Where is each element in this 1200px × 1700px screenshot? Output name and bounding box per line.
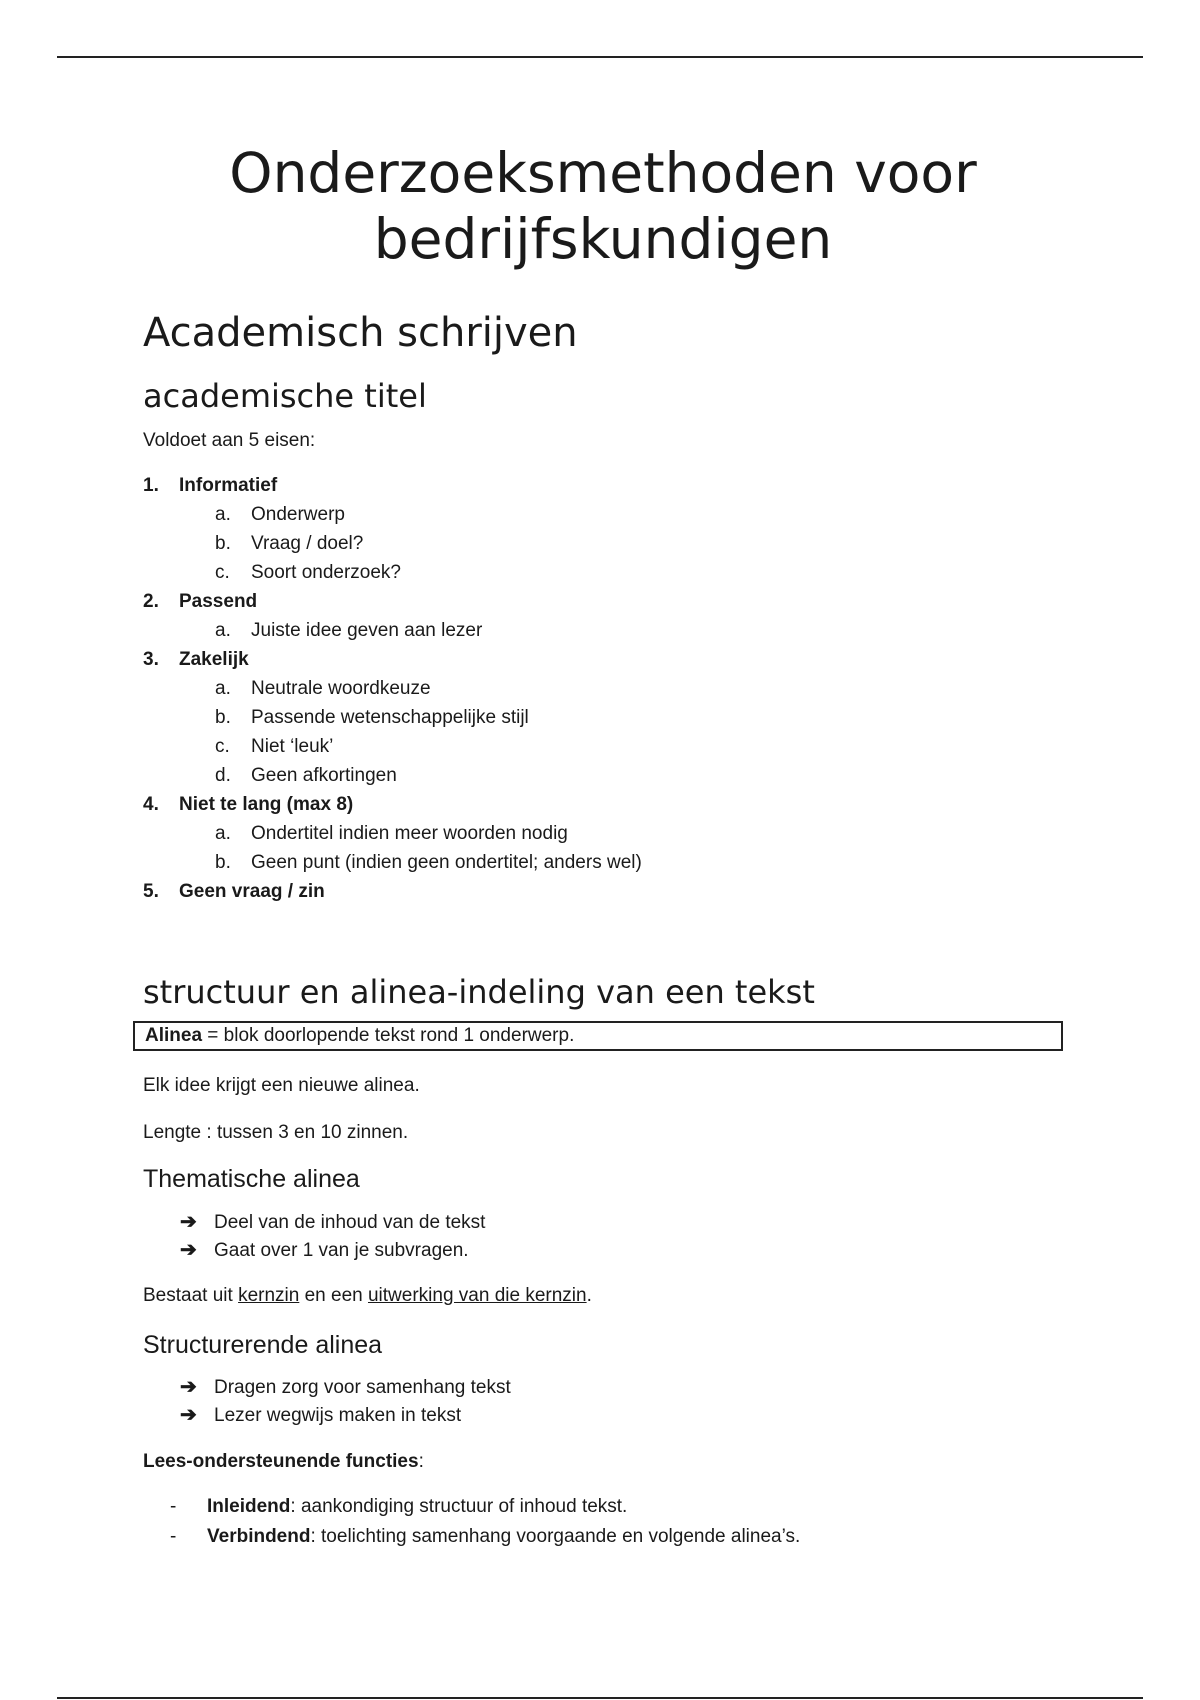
document-title <box>143 140 1063 272</box>
arrow-right-icon: ➔ <box>180 1239 197 1261</box>
paragraph-kernzin: Bestaat uit kernzin en een uitwerking van die kernzin. <box>143 1285 592 1306</box>
arrow-right-icon: ➔ <box>180 1404 197 1426</box>
heading-structurerende-alinea: Structurerende alinea <box>143 1331 383 1359</box>
title-line-2: bedrijfskundigen <box>373 207 833 271</box>
dash-icon: - <box>170 1526 177 1547</box>
list-item: ➔ Deel van de inhoud van de tekst <box>180 1208 485 1236</box>
paragraph-lengte: Lengte : tussen 3 en 10 zinnen. <box>143 1122 409 1143</box>
list-subitem: d. Geen afkortingen <box>215 765 397 786</box>
list-subitem: a. Juiste idee geven aan lezer <box>215 620 483 641</box>
list-subitem: b. Passende wetenschappelijke stijl <box>215 707 529 728</box>
definition-term: Alinea <box>145 1025 203 1046</box>
definition-box <box>133 1021 1063 1051</box>
list-subitem: c. Niet ‘leuk’ <box>215 736 334 757</box>
paragraph-idee: Elk idee krijgt een nieuwe alinea. <box>143 1075 420 1096</box>
functions-label: Lees-ondersteunende functies: <box>143 1451 424 1472</box>
list-subitem: a. Onderwerp <box>215 504 345 525</box>
list-item: 4. Niet te lang (max 8) <box>143 794 354 815</box>
heading-thematische-alinea: Thematische alinea <box>143 1165 360 1193</box>
list-item: - Verbindend: toelichting samenhang voorgaande en volgende alinea’s. <box>170 1522 800 1552</box>
thematic-bullets <box>180 1208 485 1264</box>
intro-text: Voldoet aan 5 eisen: <box>143 430 316 451</box>
list-item: ➔ Lezer wegwijs maken in tekst <box>180 1401 511 1429</box>
list-item: ➔ Dragen zorg voor samenhang tekst <box>180 1373 511 1401</box>
requirements-list <box>143 471 1063 906</box>
definition-text: = blok doorlopende tekst rond 1 onderwerp. <box>202 1025 575 1046</box>
section-heading-structuur: structuur en alinea-indeling van een tekst <box>143 973 815 1011</box>
dash-icon: - <box>170 1496 177 1517</box>
section-heading-academisch: Academisch schrijven <box>143 310 578 356</box>
list-subitem: b. Vraag / doel? <box>215 533 364 554</box>
list-item: 3. Zakelijk <box>143 649 249 670</box>
structuring-bullets <box>180 1373 511 1429</box>
list-subitem: b. Geen punt (indien geen ondertitel; anders wel) <box>215 852 642 873</box>
list-item: 5. Geen vraag / zin <box>143 881 325 902</box>
arrow-right-icon: ➔ <box>180 1376 197 1398</box>
list-subitem: c. Soort onderzoek? <box>215 562 401 583</box>
list-item: 1. Informatief <box>143 475 278 496</box>
title-line-1: Onderzoeksmethoden voor <box>229 141 977 205</box>
list-item: 2. Passend <box>143 591 258 612</box>
top-rule <box>57 56 1143 58</box>
functions-list <box>170 1492 800 1552</box>
subheading-academische-titel: academische titel <box>143 377 427 415</box>
list-item: - Inleidend: aankondiging structuur of inhoud tekst. <box>170 1492 800 1522</box>
bottom-rule <box>57 1697 1143 1699</box>
list-item: ➔ Gaat over 1 van je subvragen. <box>180 1236 485 1264</box>
list-subitem: a. Neutrale woordkeuze <box>215 678 431 699</box>
list-subitem: a. Ondertitel indien meer woorden nodig <box>215 823 568 844</box>
arrow-right-icon: ➔ <box>180 1211 197 1233</box>
